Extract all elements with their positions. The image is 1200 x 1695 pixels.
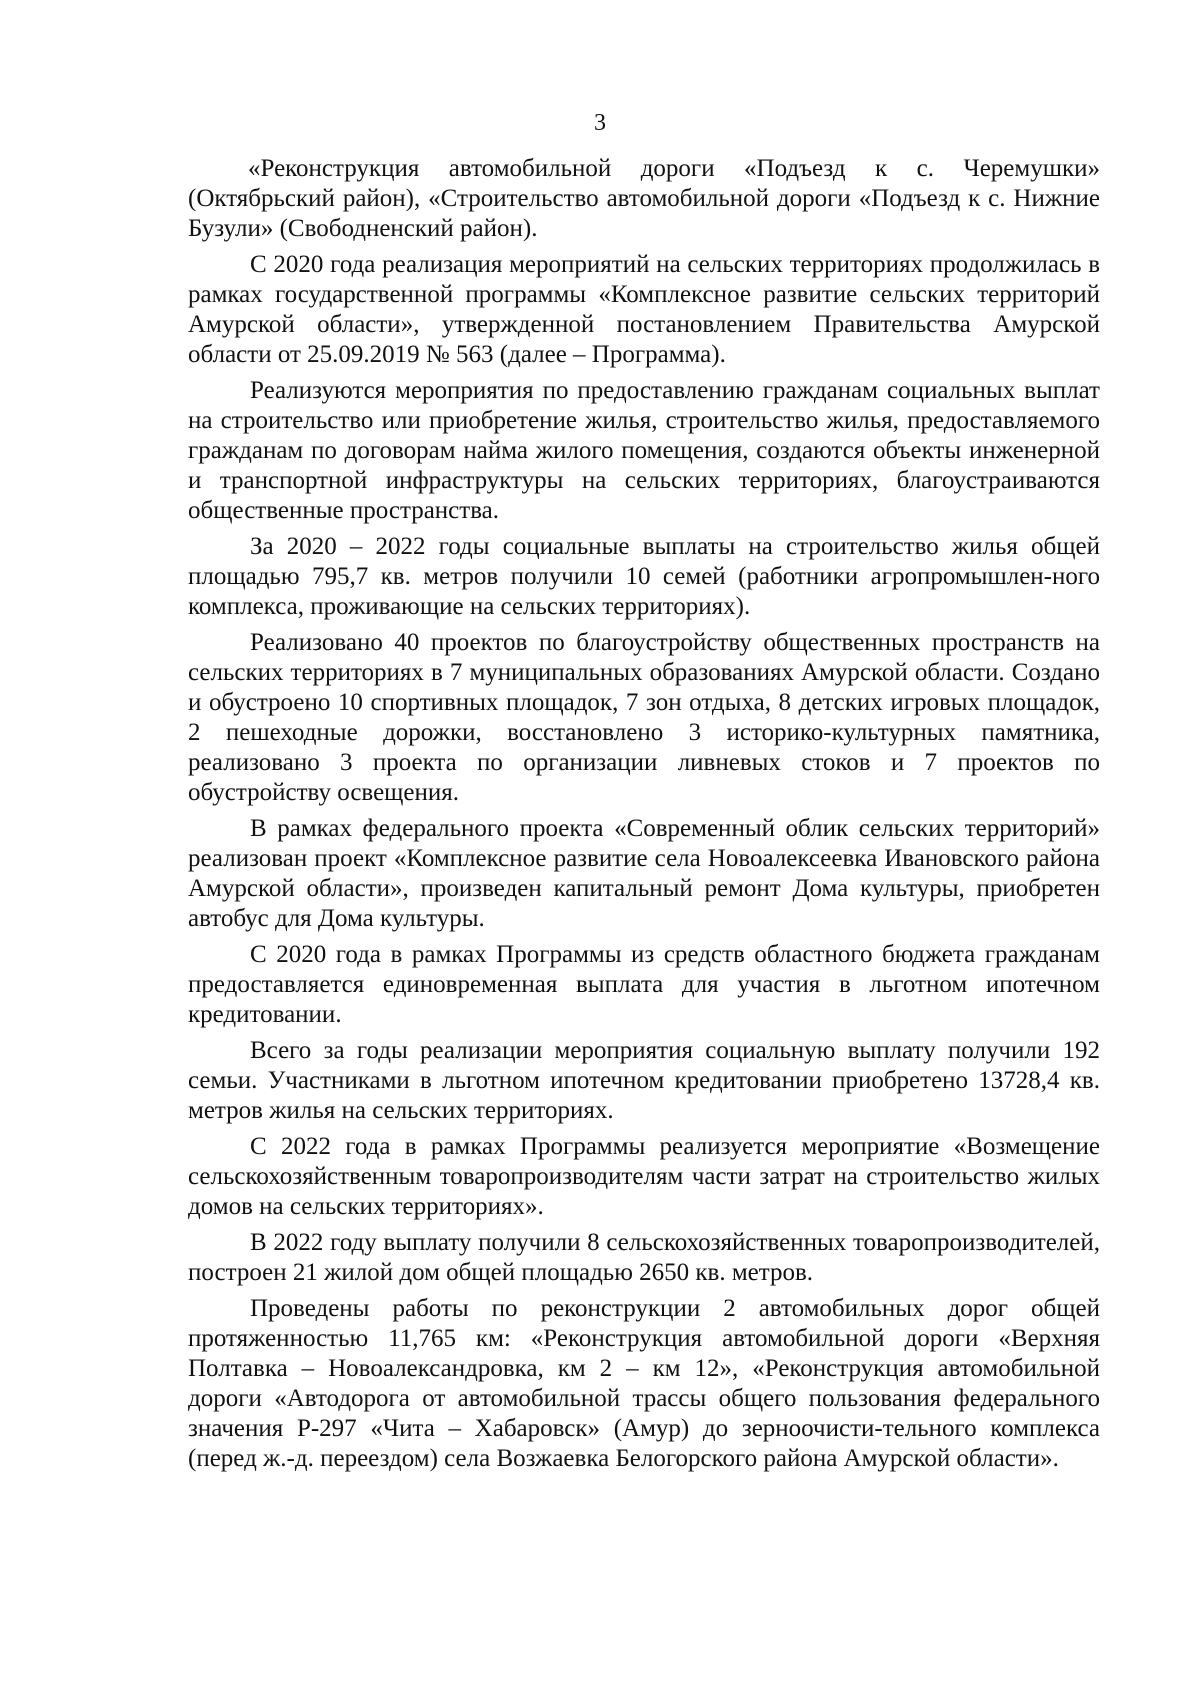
paragraph-mortgage-results: Всего за годы реализации мероприятия социальную выплату получили 192 семьи. Участниками в льготном ипотечном кредитовании приобретено 13728,4 кв. метров жилья на сельских территориях. [188, 1037, 1100, 1124]
paragraph-road-reconstruction-intro: «Реконструкция автомобильной дороги «Подъезд к с. Черемушки» (Октябрьский район), «Строительство автомобильной дороги «Подъезд к с. Нижние Бузули» (Свободненский район). [188, 155, 1100, 242]
paragraph-compensation-measure: С 2022 года в рамках Программы реализуется мероприятие «Возмещение сельскохозяйственным товаропроизводителям части затрат на строительство жилых домов на сельских территориях». [188, 1133, 1100, 1220]
paragraph-federal-project: В рамках федерального проекта «Современный облик сельских территорий» реализован проект «Комплексное развитие села Новоалексеевка Ивановского района Амурской области», произведен капитальный ремонт Дома культуры, приобретен автобус для Дома культуры. [188, 815, 1100, 932]
paragraph-roads-reconstruction: Проведены работы по реконструкции 2 автомобильных дорог общей протяженностью 11,765 км: «Реконструкция автомобильной дороги «Верхняя Полтавка – Новоалександровка, км 2 – км 12», «Реконструкция автомобильной дороги «Автодорога от автомобильной трассы общего пользования федерального значения Р-297 «Чита – Хабаровск» (Амур) до зерноочисти-тельного комплекса (перед ж.-д. переездом) села Возжаевка Белогорского района Амурской области». [188, 1295, 1100, 1472]
paragraph-2022-results: В 2022 году выплату получили 8 сельскохозяйственных товаропроизводителей, построен 21 жилой дом общей площадью 2650 кв. метров. [188, 1229, 1100, 1286]
paragraph-housing-payments: За 2020 – 2022 годы социальные выплаты на строительство жилья общей площадью 795,7 кв. метров получили 10 семей (работники агропромышлен-ного комплекса, проживающие на сельских территориях). [188, 533, 1100, 620]
page-number: 3 [594, 110, 606, 136]
paragraph-program-2020: С 2020 года реализация мероприятий на сельских территориях продолжилась в рамках государственной программы «Комплексное развитие сельских территорий Амурской области», утвержденной постановлением Правительства Амурской области от 25.09.2019 № 563 (далее – Программа). [188, 251, 1100, 368]
paragraph-measures: Реализуются мероприятия по предоставлению гражданам социальных выплат на строительство или приобретение жилья, строительство жилья, предоставляемого гражданам по договорам найма жилого помещения, создаются объекты инженерной и транспортной инфраструктуры на сельских территориях, благоустраиваются общественные пространства. [188, 377, 1100, 524]
paragraph-public-spaces: Реализовано 40 проектов по благоустройству общественных пространств на сельских территориях в 7 муниципальных образованиях Амурской области. Создано и обустроено 10 спортивных площадок, 7 зон отдыха, 8 детских игровых площадок, 2 пешеходные дорожки, восстановлено 3 историко-культурных памятника, реализовано 3 проекта по организации ливневых стоков и 7 проектов по обустройству освещения. [188, 629, 1100, 806]
document-body [188, 154, 1100, 1480]
paragraph-mortgage-payment: С 2020 года в рамках Программы из средств областного бюджета гражданам предоставляется единовременная выплата для участия в льготном ипотечном кредитовании. [188, 941, 1100, 1028]
